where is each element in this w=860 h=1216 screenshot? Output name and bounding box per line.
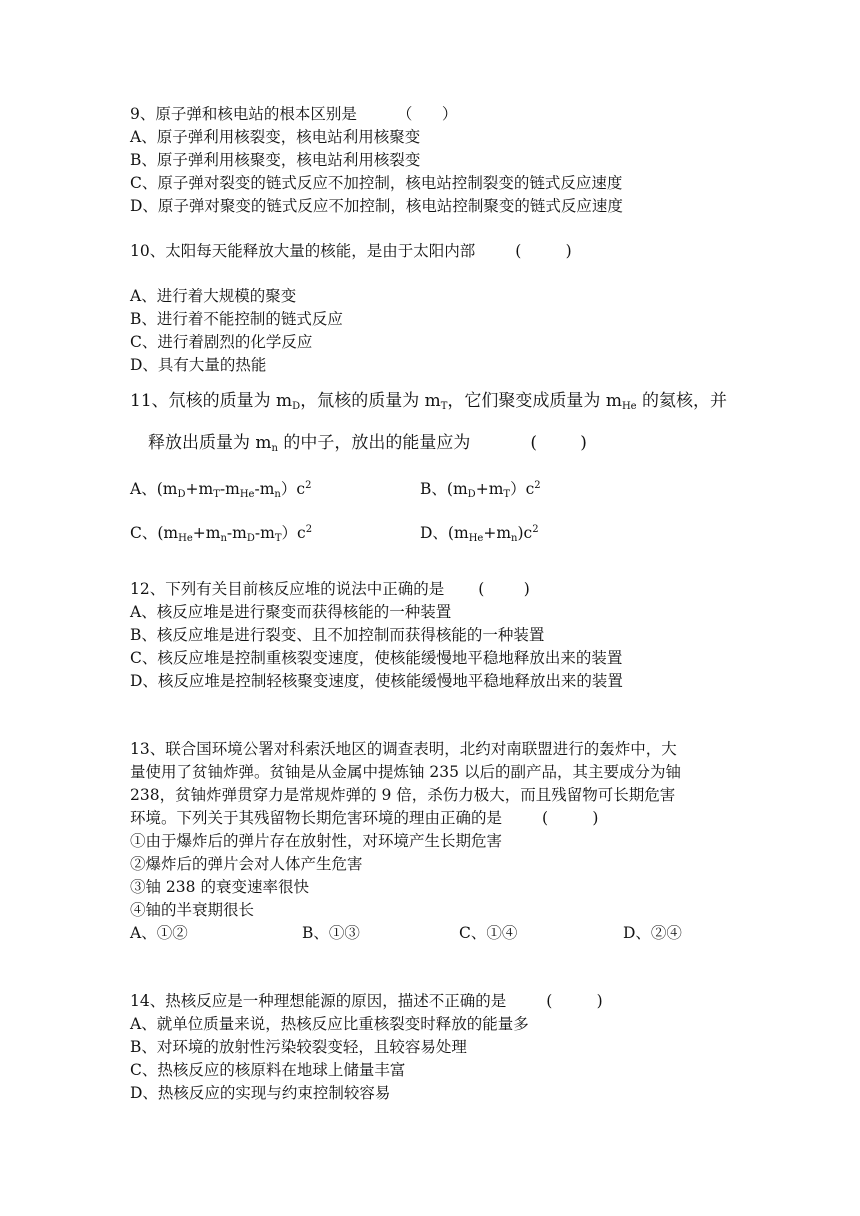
q9-option-c: C、原子弹对裂变的链式反应不加控制，核电站控制裂变的链式反应速度 [130,174,623,192]
q10-option-d: D、具有大量的热能 [130,356,267,374]
q12-stem: 12、下列有关目前核反应堆的说法中正确的是 ( ) [130,580,530,598]
q14-option-a: A、就单位质量来说，热核反应比重核裂变时释放的能量多 [130,1015,529,1033]
q14-option-d: D、热核反应的实现与约束控制较容易 [130,1084,391,1102]
q11-option-d: D、$(m_{He}+m_n)c^2$ [420,524,539,544]
q13-choice-b: B、①③ [302,924,360,942]
q9-option-b: B、原子弹利用核聚变，核电站利用核裂变 [130,151,421,169]
q12-option-a: A、核反应堆是进行聚变而获得核能的一种装置 [130,603,452,621]
q13-item-3: ③铀 238 的衰变速率很快 [130,878,309,896]
q13-choice-a: A、①② [130,924,188,942]
q13-stem-line2: 量使用了贫铀炸弹。贫铀是从金属中提炼铀 235 以后的副产品，其主要成分为铀 [130,763,681,781]
q9-option-d: D、原子弹对聚变的链式反应不加控制，核电站控制聚变的链式反应速度 [130,197,623,215]
q14-option-c: C、热核反应的核原料在地球上储量丰富 [130,1061,406,1079]
q10-option-c: C、进行着剧烈的化学反应 [130,333,313,351]
q12-option-b: B、核反应堆是进行裂变、且不加控制而获得核能的一种装置 [130,626,545,644]
q11-option-b: B、$(m_D+m_T)c^2$ [420,480,541,500]
q12-option-d: D、核反应堆是控制轻核聚变速度，使核能缓慢地平稳地释放出来的装置 [130,672,623,690]
q10-stem: 10、太阳每天能释放大量的核能，是由于太阳内部 ( ) [130,242,572,260]
q12-option-c: C、核反应堆是控制重核裂变速度，使核能缓慢地平稳地释放出来的装置 [130,649,623,667]
q13-item-1: ①由于爆炸后的弹片存在放射性，对环境产生长期危害 [130,832,503,850]
q13-stem-line1: 13、联合国环境公署对科索沃地区的调查表明，北约对南联盟进行的轰炸中，大 [130,740,677,758]
q11-stem-line2: 释放出质量为 $m_n$ 的中子，放出的能量应为 ( ) [148,433,587,454]
q13-item-2: ②爆炸后的弹片会对人体产生危害 [130,855,363,873]
q13-choice-c: C、①④ [459,924,518,942]
q14-option-b: B、对环境的放射性污染较裂变轻，且较容易处理 [130,1038,467,1056]
q14-stem: 14、热核反应是一种理想能源的原因，描述不正确的是 ( ) [130,992,603,1010]
q13-stem-line4: 环境。下列关于其残留物长期危害环境的理由正确的是 ( ) [130,809,599,827]
q11-stem-line1: 11、氘核的质量为 $m_D$，氚核的质量为 $m_T$，它们聚变成质量为 $m_{He}$ 的氦核，并 [130,391,727,412]
q10-option-a: A、进行着大规模的聚变 [130,287,297,305]
q13-item-4: ④铀的半衰期很长 [130,901,255,919]
q9-stem: 9、原子弹和核电站的根本区别是 （ ） [130,105,458,123]
q11-option-c: C、$(m_{He}+m_n-m_D-m_T)c^2$ [130,524,313,544]
q9-option-a: A、原子弹利用核裂变，核电站利用核聚变 [130,128,421,146]
q13-choice-d: D、②④ [623,924,682,942]
q11-option-a: A、$(m_D+m_T-m_{He}-m_n)c^2$ [130,480,312,500]
q10-option-b: B、进行着不能控制的链式反应 [130,310,343,328]
q13-stem-line3: 238，贫铀炸弹贯穿力是常规炸弹的 9 倍，杀伤力极大，而且残留物可长期危害 [130,786,676,804]
